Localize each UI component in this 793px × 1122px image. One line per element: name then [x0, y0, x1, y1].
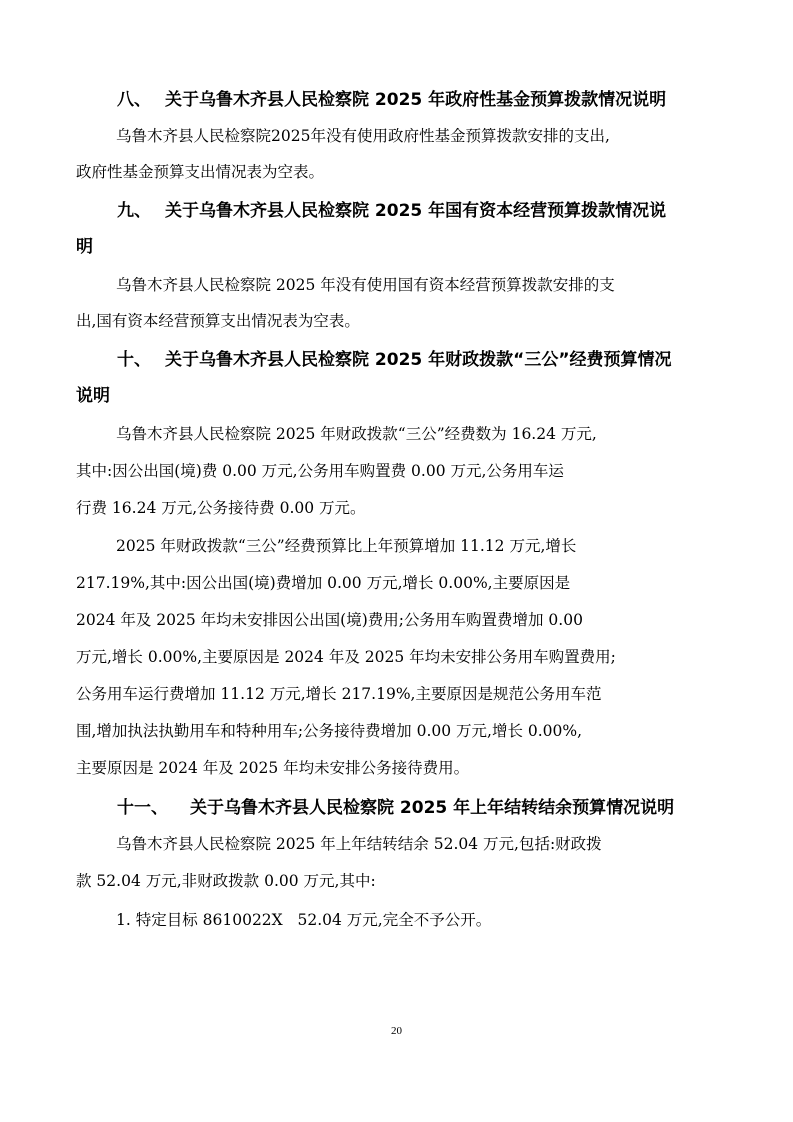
- section-10-number: 十、: [117, 350, 151, 370]
- section-9-number: 九、: [117, 201, 151, 221]
- section-9-line-1: 乌鲁木齐县人民检察院 2025 年没有使用国有资本经营预算拨款安排的支: [116, 276, 615, 294]
- section-9-title-line1: 关于乌鲁木齐县人民检察院 2025 年国有资本经营预算拨款情况说: [165, 201, 667, 221]
- section-10-para2-line-1: 2025 年财政拨款“三公”经费预算比上年预算增加 11.12 万元,增长: [116, 537, 577, 555]
- section-11-number: 十一、: [117, 798, 168, 818]
- section-9-heading: [117, 201, 703, 221]
- section-8-number: 八、: [117, 90, 151, 110]
- section-9-title-line2: 明: [76, 237, 93, 257]
- section-11-title: 关于乌鲁木齐县人民检察院 2025 年上年结转结余预算情况说明: [190, 798, 675, 818]
- section-10-para2-line-2: 217.19%,其中:因公出国(境)费增加 0.00 万元,增长 0.00%,主要原因是: [76, 574, 571, 592]
- section-10-para1-line-3: 行费 16.24 万元,公务接待费 0.00 万元。: [76, 499, 366, 517]
- page-number: 20: [391, 1025, 402, 1037]
- section-10-para1-line-2: 其中:因公出国(境)费 0.00 万元,公务用车购置费 0.00 万元,公务用车运: [76, 462, 564, 480]
- section-10-title-line1: 关于乌鲁木齐县人民检察院 2025 年财政拨款“三公”经费预算情况: [165, 350, 672, 370]
- section-11-line-2: 款 52.04 万元,非财政拨款 0.00 万元,其中:: [76, 872, 376, 890]
- section-8-line-2: 政府性基金预算支出情况表为空表。: [76, 163, 325, 181]
- section-8-line-1: 乌鲁木齐县人民检察院2025年没有使用政府性基金预算拨款安排的支出,: [116, 127, 610, 145]
- section-9-line-2: 出,国有资本经营预算支出情况表为空表。: [76, 312, 360, 330]
- section-11-heading: [117, 798, 703, 818]
- section-10-para2-line-5: 公务用车运行费增加 11.12 万元,增长 217.19%,主要原因是规范公务用车范: [76, 685, 602, 703]
- section-10-para2-line-4: 万元,增长 0.00%,主要原因是 2024 年及 2025 年均未安排公务用车购置费用;: [76, 648, 616, 666]
- section-10-title-line2: 说明: [76, 386, 110, 406]
- section-10-para2-line-7: 主要原因是 2024 年及 2025 年均未安排公务接待费用。: [76, 759, 470, 777]
- section-8-heading: [117, 90, 703, 110]
- section-11-line-3: 1. 特定目标 8610022X 52.04 万元,完全不予公开。: [116, 911, 492, 929]
- section-11-line-1: 乌鲁木齐县人民检察院 2025 年上年结转结余 52.04 万元,包括:财政拨: [116, 835, 602, 853]
- section-8-title: 关于乌鲁木齐县人民检察院 2025 年政府性基金预算拨款情况说明: [165, 90, 667, 110]
- section-10-heading: [117, 350, 703, 370]
- section-10-para2-line-3: 2024 年及 2025 年均未安排因公出国(境)费用;公务用车购置费增加 0.00: [76, 611, 583, 629]
- section-10-para1-line-1: 乌鲁木齐县人民检察院 2025 年财政拨款“三公”经费数为 16.24 万元,: [116, 425, 597, 443]
- section-10-para2-line-6: 围,增加执法执勤用车和特种用车;公务接待费增加 0.00 万元,增长 0.00%,: [76, 722, 583, 740]
